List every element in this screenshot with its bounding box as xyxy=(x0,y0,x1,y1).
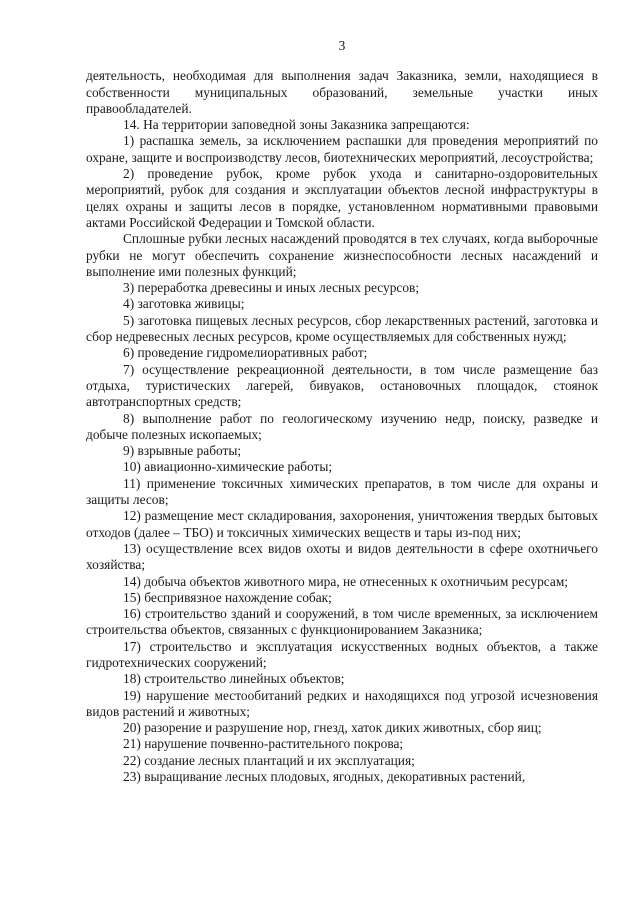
page-number: 3 xyxy=(338,38,346,53)
paragraph: 9) взрывные работы; xyxy=(123,443,242,459)
paragraph: 10) авиационно-химические работы; xyxy=(123,459,333,475)
document-body xyxy=(86,68,598,785)
paragraph: деятельность, необходимая для выполнения задач Заказника, земли, находящиеся в собственности муниципальных образований, земельные участки иных правообладателей. xyxy=(86,68,598,116)
paragraph: 14. На территории заповедной зоны Заказника запрещаются: xyxy=(123,117,470,133)
paragraph: 17) строительство и эксплуатация искусственных водных объектов, а также гидротехнических сооружений; xyxy=(86,638,598,670)
paragraph: 7) осуществление рекреационной деятельности, в том числе размещение баз отдыха, туристических лагерей, бивуаков, остановочных площадок, стоянок автотранспортных средств; xyxy=(86,361,598,410)
paragraph: 1) распашка земель, за исключением распашки для проведения мероприятий по охране, защите и воспроизводству лесов, биотехнических мероприятий, лесоустройства; xyxy=(86,133,598,165)
paragraph: 22) создание лесных плантаций и их эксплуатация; xyxy=(123,752,415,768)
paragraph: 12) размещение мест складирования, захоронения, уничтожения твердых бытовых отходов (далее – ТБО) и токсичных химических веществ и тары из-под них; xyxy=(86,508,598,540)
paragraph: 13) осуществление всех видов охоты и видов деятельности в сфере охотничьего хозяйства; xyxy=(86,540,598,573)
paragraph: 2) проведение рубок, кроме рубок ухода и санитарно-оздоровительных мероприятий, рубок для создания и эксплуатации объектов лесной инфраструктуры в целях охраны и защиты лесов в порядке, установленном нормативными правовыми актами Российской Федерации и Томской области. xyxy=(86,166,598,230)
paragraph: 3) переработка древесины и иных лесных ресурсов; xyxy=(123,280,420,296)
paragraph: Сплошные рубки лесных насаждений проводятся в тех случаях, когда выборочные рубки не могут обеспечить сохранение жизнеспособности лесных насаждений и выполнение ими полезных функций; xyxy=(86,231,598,279)
paragraph: 11) применение токсичных химических препаратов, в том числе для охраны и защиты лесов; xyxy=(86,475,598,508)
paragraph: 21) нарушение почвенно-растительного покрова; xyxy=(123,736,404,752)
paragraph: 15) беспривязное нахождение собак; xyxy=(123,589,332,605)
paragraph: 5) заготовка пищевых лесных ресурсов, сбор лекарственных растений, заготовка и сбор недревесных лесных ресурсов, кроме осуществляемых для собственных нужд; xyxy=(86,312,598,345)
paragraph: 8) выполнение работ по геологическому изучению недр, поиску, разведке и добыче полезных ископаемых; xyxy=(86,410,598,442)
paragraph: 20) разорение и разрушение нор, гнезд, хаток диких животных, сбор яиц; xyxy=(123,720,542,736)
paragraph: 4) заготовка живицы; xyxy=(123,296,245,312)
paragraph: 16) строительство зданий и сооружений, в том числе временных, за исключением строительства объектов, связанных с функционированием Заказника; xyxy=(86,606,598,638)
paragraph: 18) строительство линейных объектов; xyxy=(123,671,345,687)
paragraph: 14) добыча объектов животного мира, не отнесенных к охотничьим ресурсам; xyxy=(123,573,569,589)
document-page xyxy=(86,38,598,785)
paragraph: 23) выращивание лесных плодовых, ягодных, декоративных растений, xyxy=(123,769,526,785)
paragraph: 19) нарушение местообитаний редких и находящихся под угрозой исчезновения видов растений и животных; xyxy=(86,687,598,719)
paragraph: 6) проведение гидромелиоративных работ; xyxy=(123,345,368,361)
